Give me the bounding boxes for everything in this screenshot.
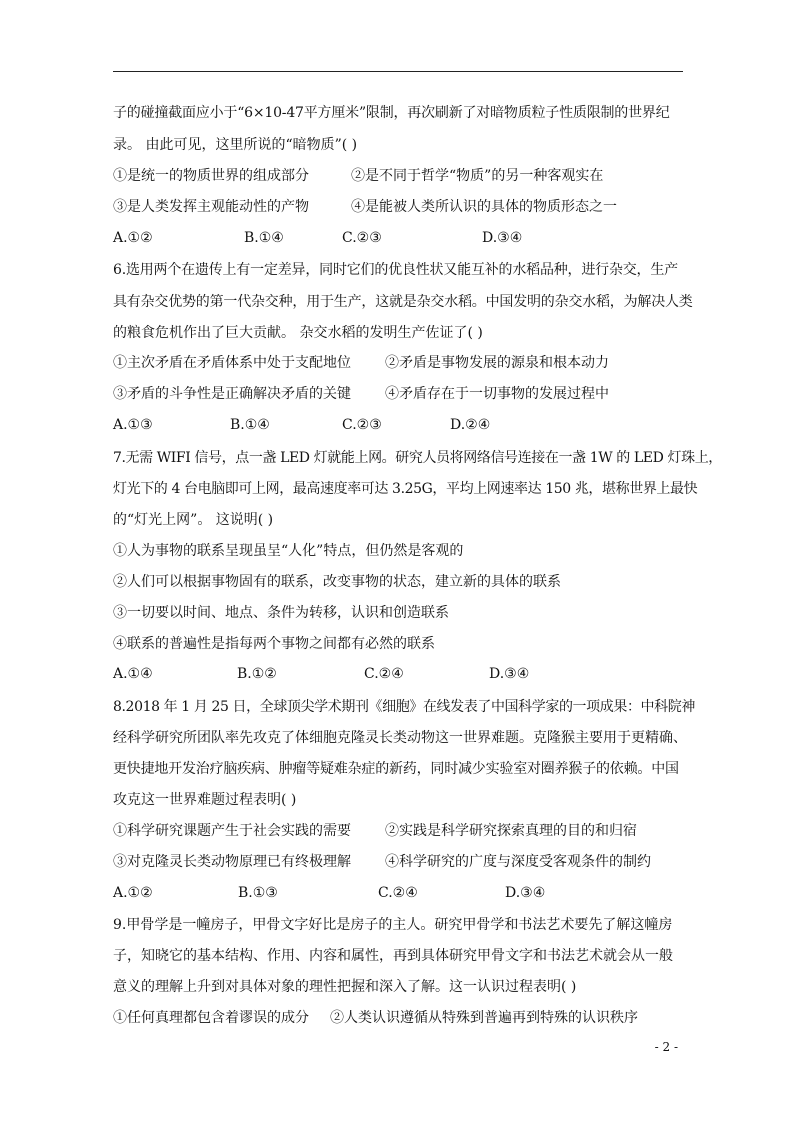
q8-option-b[interactable]: B.①③ (238, 885, 278, 901)
q6-stem-line: 的粮食危机作出了巨大贡献。 杂交水稻的发明生产佐证了( ) (113, 325, 483, 341)
q6-statement-4: ④矛盾存在于一切事物的发展过程中 (385, 386, 609, 402)
q7-statement-4: ④联系的普遍性是指每两个事物之间都有必然的联系 (113, 636, 435, 652)
q5-statement-1: ①是统一的物质世界的组成部分 (113, 168, 309, 184)
q5-statement-4: ④是能被人类所认识的具体的物质形态之一 (351, 199, 617, 215)
q8-stem-line: 攻克这一世界难题过程表明( ) (113, 792, 297, 808)
q9-stem-line: 子，知晓它的基本结构、作用、内容和属性，再到具体研究甲骨文字和书法艺术就会从一般 (113, 948, 673, 964)
q8-statement-1: ①科学研究课题产生于社会实践的需要 (113, 823, 351, 839)
q5-statement-3: ③是人类发挥主观能动性的产物 (113, 199, 309, 215)
q5-statement-2: ②是不同于哲学“物质”的另一种客观实在 (351, 168, 604, 184)
q6-stem-line: 6.选用两个在遗传上有一定差异，同时它们的优良性状又能互补的水稻品种，进行杂交，生产 (113, 262, 678, 278)
q9-statement-2: ②人类认识遵循从特殊到普遍再到特殊的认识秩序 (330, 1010, 638, 1026)
q7-option-d[interactable]: D.③④ (489, 666, 530, 682)
page-number: - 2 - (654, 1040, 678, 1054)
q7-options (113, 664, 683, 684)
q6-options (113, 415, 683, 435)
q6-stem-line: 具有杂交优势的第一代杂交种，用于生产，这就是杂交水稻。中国发明的杂交水稻，为解决人类 (113, 294, 693, 310)
q8-statement-3: ③对克隆灵长类动物原理已有终极理解 (113, 854, 351, 870)
q9-stem-line: 意义的理解上升到对具体对象的理性把握和深入了解。这一认识过程表明( ) (113, 979, 577, 995)
q7-option-c[interactable]: C.②④ (364, 666, 404, 682)
q8-stem-line: 经科学研究所团队率先攻克了体细胞克隆灵长类动物这一世界难题。克隆猴主要用于更精确、 (113, 730, 687, 746)
q9-stem-line: 9.甲骨学是一幢房子，甲骨文字好比是房子的主人。研究甲骨学和书法艺术要先了解这幢房 (113, 917, 673, 933)
q6-option-b[interactable]: B.①④ (230, 417, 270, 433)
q8-stem-line: 更快捷地开发治疗脑疾病、肿瘤等疑难杂症的新药，同时减少实验室对圈养猴子的依赖。中国 (113, 761, 679, 777)
q7-stem-line: 灯光下的 4 台电脑即可上网，最高速度率可达 3.25G，平均上网速率达 150 兆，堪称世界上最快 (113, 481, 698, 497)
q6-statement-2: ②矛盾是事物发展的源泉和根本动力 (385, 355, 609, 371)
q7-stem-line: 的“灯光上网”。 这说明( ) (113, 512, 274, 528)
q8-option-c[interactable]: C.②④ (378, 885, 418, 901)
q8-options (113, 883, 683, 903)
q7-stem-line: 7.无需 WIFI 信号，点一盏 LED 灯就能上网。研究人员将网络信号连接在一盏 1W 的 LED 灯珠上， (113, 450, 722, 466)
q6-statement-3: ③矛盾的斗争性是正确解决矛盾的关键 (113, 386, 351, 402)
q5-option-b[interactable]: B.①④ (244, 230, 284, 246)
q8-option-a[interactable]: A.①② (113, 885, 153, 901)
q5-option-d[interactable]: D.③④ (482, 230, 523, 246)
q9-statement-1: ①任何真理都包含着谬误的成分 (113, 1010, 309, 1026)
q5-stem-line: 子的碰撞截面应小于“6×10-47平方厘米”限制，再次刷新了对暗物质粒子性质限制的世界纪 (113, 105, 670, 121)
q6-option-d[interactable]: D.②④ (450, 417, 491, 433)
q7-statement-3: ③一切要以时间、地点、条件为转移，认识和创造联系 (113, 605, 449, 621)
q5-option-a[interactable]: A.①② (113, 230, 153, 246)
q7-option-b[interactable]: B.①② (237, 666, 277, 682)
q8-statement-4: ④科学研究的广度与深度受客观条件的制约 (385, 854, 651, 870)
q7-statement-2: ②人们可以根据事物固有的联系，改变事物的状态，建立新的具体的联系 (113, 574, 561, 590)
q8-option-d[interactable]: D.③④ (505, 885, 546, 901)
q5-stem-line: 录。 由此可见，这里所说的“暗物质”( ) (113, 137, 358, 153)
q6-statement-1: ①主次矛盾在矛盾体系中处于支配地位 (113, 355, 351, 371)
q6-option-c[interactable]: C.②③ (342, 417, 382, 433)
q7-statement-1: ①人为事物的联系呈现虽呈“人化”特点，但仍然是客观的 (113, 543, 464, 559)
q5-options (113, 228, 683, 248)
q8-statement-2: ②实践是科学研究探索真理的目的和归宿 (385, 823, 637, 839)
q7-option-a[interactable]: A.①④ (113, 666, 153, 682)
q6-option-a[interactable]: A.①③ (113, 417, 153, 433)
header-rule (113, 71, 683, 72)
q5-option-c[interactable]: C.②③ (342, 230, 382, 246)
q8-stem-line: 8.2018 年 1 月 25 日，全球顶尖学术期刊《细胞》在线发表了中国科学家的一项成果：中科院神 (113, 699, 695, 715)
